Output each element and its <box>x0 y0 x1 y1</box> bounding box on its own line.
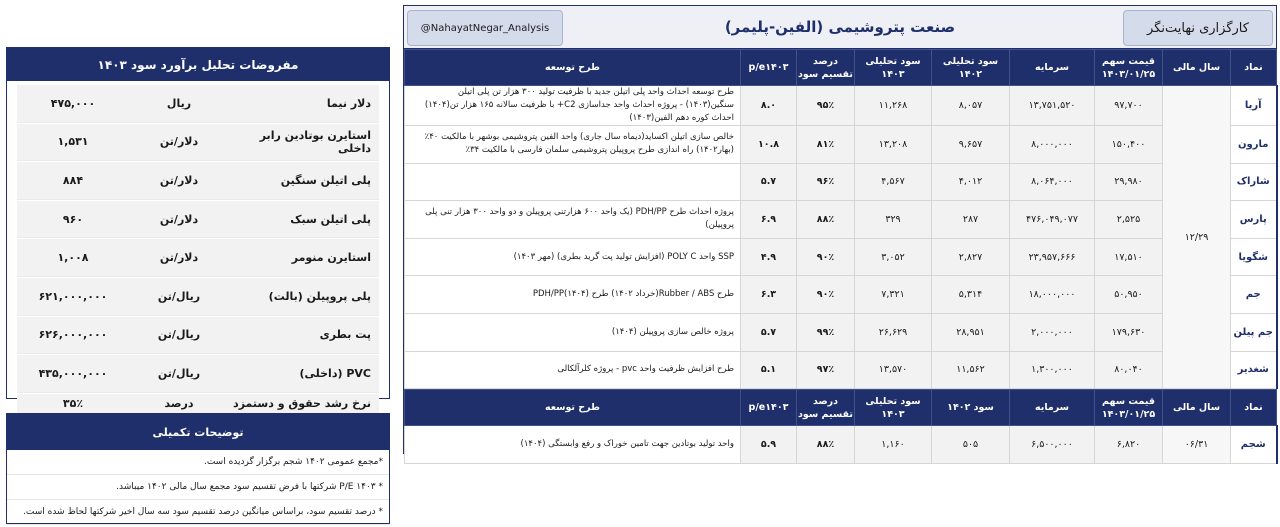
cell-eps1403: ۱۳,۲۰۸ <box>855 126 932 164</box>
cell-price: ۹۷,۷۰۰ <box>1095 86 1163 126</box>
cell-eps1402: ۲۸,۹۵۱ <box>932 313 1010 351</box>
cell-plan: پروژه خالص سازی پروپیلن (۱۴۰۴) <box>405 313 741 351</box>
assumption-value: ۴۳۵,۰۰۰,۰۰۰ <box>38 366 108 380</box>
cell-payout: ۹۹٪ <box>797 313 855 351</box>
assumption-label: استایرن منومر <box>291 251 371 265</box>
cell-pe: ۸.۰ <box>741 86 797 126</box>
col-price: قیمت سهم ۱۴۰۳/۰۱/۲۵ <box>1095 390 1163 426</box>
col-capital: سرمایه <box>1010 50 1095 86</box>
assumption-label: پلی اتیلن سبک <box>290 212 371 226</box>
assumptions-panel <box>6 47 390 410</box>
note-line: * P/E ۱۴۰۳ شرکتها با فرض تقسیم سود مجمع سال مالی ۱۴۰۲ میباشد. <box>7 475 389 500</box>
cell-symbol: پارس <box>1231 201 1277 239</box>
cell-pe: ۵.۹ <box>741 426 797 464</box>
cell-payout: ۹۰٪ <box>797 276 855 314</box>
assumption-unit: دلار/تن <box>159 173 199 187</box>
cell-symbol: شگویا <box>1231 238 1277 276</box>
assumption-label: پلی اتیلن سنگین <box>280 173 371 187</box>
cell-symbol: جم <box>1231 276 1277 314</box>
cell-symbol: جم پیلن <box>1231 313 1277 351</box>
cell-eps1402: ۱۱,۵۶۲ <box>932 351 1010 389</box>
col-pe: p/e۱۴۰۳ <box>741 390 797 426</box>
cell-pe: ۵.۱ <box>741 351 797 389</box>
assumption-value: ۱,۰۰۸ <box>57 251 89 265</box>
cell-capital: ۲,۰۰۰,۰۰۰ <box>1010 313 1095 351</box>
cell-symbol: مارون <box>1231 126 1277 164</box>
assumption-label: دلار نیما <box>326 96 371 110</box>
cell-symbol: شاراک <box>1231 163 1277 201</box>
table-row <box>405 163 1277 201</box>
table-row <box>405 351 1277 389</box>
cell-eps1402: ۵۰۵ <box>932 426 1010 464</box>
col-pe: p/e۱۴۰۳ <box>741 50 797 86</box>
cell-payout: ۹۷٪ <box>797 351 855 389</box>
col-plan: طرح توسعه <box>405 50 741 86</box>
cell-capital: ۸,۰۶۴,۰۰۰ <box>1010 163 1095 201</box>
assumption-row <box>17 317 379 355</box>
cell-fiscal: ۰۶/۳۱ <box>1163 426 1231 464</box>
cell-plan: SSP واحد POLY C (افزایش تولید پت گرید بطری) (مهر ۱۴۰۳) <box>405 238 741 276</box>
assumption-value: ۴۷۵,۰۰۰ <box>50 96 96 110</box>
table-row <box>405 276 1277 314</box>
col-plan: طرح توسعه <box>405 390 741 426</box>
cell-plan: طرح Rubber / ABS(خرداد ۱۴۰۲) طرح PDH/PP(۱۴۰۴) <box>405 276 741 314</box>
cell-pe: ۱۰.۸ <box>741 126 797 164</box>
assumption-label: نرخ رشد حقوق و دستمزد <box>233 396 371 410</box>
assumption-unit: ریال/تن <box>157 366 201 380</box>
note-line: *مجمع عمومی ۱۴۰۲ شجم برگزار گردیده است. <box>7 450 389 475</box>
cell-pe: ۶.۳ <box>741 276 797 314</box>
cell-price: ۱۵۰,۴۰۰ <box>1095 126 1163 164</box>
cell-plan: پروژه احداث طرح PDH/PP (یک واحد ۶۰۰ هزارتنی پروپیلن و دو واحد ۳۰۰ هزار تنی پلی پروپیلن) <box>405 201 741 239</box>
cell-eps1402: ۲۸۷ <box>932 201 1010 239</box>
assumption-unit: دلار/تن <box>159 251 199 265</box>
cell-payout: ۸۸٪ <box>797 426 855 464</box>
assumption-label: پت بطری <box>319 328 371 342</box>
cell-eps1403: ۴,۵۶۷ <box>855 163 932 201</box>
col-fiscal: سال مالی <box>1163 390 1231 426</box>
cell-price: ۱۷,۵۱۰ <box>1095 238 1163 276</box>
cell-eps1403: ۱۳,۵۷۰ <box>855 351 932 389</box>
assumption-label: استایرن بوتادین رابر داخلی <box>259 128 371 155</box>
cell-payout: ۸۸٪ <box>797 201 855 239</box>
assumption-value: ۶۲۱,۰۰۰,۰۰۰ <box>38 289 108 303</box>
col-eps1402: سود تحلیلی ۱۴۰۲ <box>932 50 1010 86</box>
cell-eps1403: ۲۶,۶۲۹ <box>855 313 932 351</box>
col-eps1403: سود تحلیلی ۱۴۰۳ <box>855 390 932 426</box>
cell-eps1402: ۸,۰۵۷ <box>932 86 1010 126</box>
cell-price: ۲,۵۲۵ <box>1095 201 1163 239</box>
cell-price: ۱۷۹,۶۳۰ <box>1095 313 1163 351</box>
table-row <box>405 238 1277 276</box>
cell-capital: ۲۳,۹۵۷,۶۶۶ <box>1010 238 1095 276</box>
industry-table-panel <box>403 5 1277 454</box>
channel-handle: @NahayatNegar_Analysis <box>407 10 563 46</box>
assumptions-title: مفروضات تحلیل برآورد سود ۱۴۰۳ <box>7 48 389 81</box>
cell-plan: طرح توسعه احداث واحد پلی اتیلن جدید با ظرفیت تولید ۳۰۰ هزار تن پلی اتیلن سنگین(۱۴۰۳) - پروژه احداث واحد جداسازی C2+ با ظرفیت سالانه ۱۶۵ هزار تن(۱۴۰۴) احداث کوره دهم الفین(۱۴۰۳) <box>405 86 741 126</box>
cell-symbol: شجم <box>1231 426 1277 464</box>
cell-fiscal: ۱۲/۲۹ <box>1163 86 1231 389</box>
cell-payout: ۹۵٪ <box>797 86 855 126</box>
cell-price: ۶,۸۲۰ <box>1095 426 1163 464</box>
cell-price: ۸۰,۰۴۰ <box>1095 351 1163 389</box>
assumption-row <box>17 162 379 200</box>
cell-symbol: آریا <box>1231 86 1277 126</box>
assumption-label: PVC (داخلی) <box>299 366 371 380</box>
table-header-row <box>405 50 1277 86</box>
assumptions-list <box>7 81 389 414</box>
col-eps1403: سود تحلیلی ۱۴۰۳ <box>855 50 932 86</box>
notes-panel <box>6 413 390 524</box>
assumption-value: ۹۶۰ <box>62 212 84 226</box>
assumption-value: ۶۲۶,۰۰۰,۰۰۰ <box>38 328 108 342</box>
cell-symbol: شغدیر <box>1231 351 1277 389</box>
cell-payout: ۹۶٪ <box>797 163 855 201</box>
stocks-table <box>404 49 1278 389</box>
cell-plan <box>405 163 741 201</box>
assumption-row <box>17 124 379 162</box>
assumption-label: پلی پروپیلن (بالت) <box>268 289 371 303</box>
title-bar <box>404 6 1276 49</box>
col-payout: درصد تقسیم سود <box>797 390 855 426</box>
table-row <box>405 126 1277 164</box>
cell-plan: طرح افزایش ظرفیت واحد pvc - پروژه کلرآلکالی <box>405 351 741 389</box>
stocks-table-second <box>404 389 1278 464</box>
cell-pe: ۶.۹ <box>741 201 797 239</box>
table-row <box>405 86 1277 126</box>
assumption-row <box>17 355 379 393</box>
cell-eps1402: ۵,۳۱۴ <box>932 276 1010 314</box>
assumption-row <box>17 278 379 316</box>
col-symbol: نماد <box>1231 390 1277 426</box>
cell-capital: ۱۳,۷۵۱,۵۲۰ <box>1010 86 1095 126</box>
page-title: صنعت پتروشیمی (الفین-پلیمر) <box>724 18 956 36</box>
cell-price: ۲۹,۹۸۰ <box>1095 163 1163 201</box>
cell-eps1402: ۹,۶۵۷ <box>932 126 1010 164</box>
cell-pe: ۵.۷ <box>741 313 797 351</box>
cell-pe: ۵.۷ <box>741 163 797 201</box>
assumption-unit: ریال/تن <box>157 328 201 342</box>
assumption-unit: ریال <box>166 96 192 110</box>
cell-eps1403: ۱۱,۲۶۸ <box>855 86 932 126</box>
assumption-value: ۳۵٪ <box>62 396 84 410</box>
note-line: * درصد تقسیم سود، براساس میانگین درصد تقسیم سود سه سال اخیر شرکتها لحاظ شده است. <box>7 500 389 525</box>
assumption-unit: دلار/تن <box>159 212 199 226</box>
assumption-unit: دلار/تن <box>159 135 199 149</box>
assumption-row <box>17 201 379 239</box>
cell-plan: واحد تولید بوتادین جهت تامین خوراک و رفع وابستگی (۱۴۰۴) <box>405 426 741 464</box>
cell-capital: ۸,۰۰۰,۰۰۰ <box>1010 126 1095 164</box>
cell-price: ۵۰,۹۵۰ <box>1095 276 1163 314</box>
cell-eps1403: ۳,۰۵۲ <box>855 238 932 276</box>
cell-eps1402: ۲,۸۲۷ <box>932 238 1010 276</box>
table-header-row <box>405 390 1277 426</box>
col-price: قیمت سهم ۱۴۰۳/۰۱/۲۵ <box>1095 50 1163 86</box>
assumption-value: ۸۸۴ <box>62 173 84 187</box>
assumption-row <box>17 85 379 123</box>
cell-eps1402: ۴,۰۱۲ <box>932 163 1010 201</box>
assumption-row <box>17 394 379 414</box>
cell-capital: ۶,۵۰۰,۰۰۰ <box>1010 426 1095 464</box>
assumption-row <box>17 239 379 277</box>
table-row <box>405 426 1277 464</box>
cell-capital: ۱,۳۰۰,۰۰۰ <box>1010 351 1095 389</box>
table-row <box>405 201 1277 239</box>
col-capital: سرمایه <box>1010 390 1095 426</box>
table-row <box>405 313 1277 351</box>
assumption-value: ۱,۵۳۱ <box>57 135 89 149</box>
cell-plan: خالص سازی اتیلن اکساید(دیماه سال جاری) واحد الفین پتروشیمی بوشهر با مالکیت ۴۰٪ (بهار۱۴۰۲) راه اندازی طرح پروپیلن پتروشیمی سلمان فارسی با مالکیت ۳۴٪ <box>405 126 741 164</box>
cell-capital: ۱۸,۰۰۰,۰۰۰ <box>1010 276 1095 314</box>
cell-eps1403: ۱,۱۶۰ <box>855 426 932 464</box>
col-eps1402: سود ۱۴۰۲ <box>932 390 1010 426</box>
assumption-unit: درصد <box>164 396 194 410</box>
cell-eps1403: ۳۲۹ <box>855 201 932 239</box>
notes-title: توضیحات تکمیلی <box>7 414 389 450</box>
col-symbol: نماد <box>1231 50 1277 86</box>
cell-payout: ۹۰٪ <box>797 238 855 276</box>
cell-capital: ۴۷۶,۰۴۹,۰۷۷ <box>1010 201 1095 239</box>
assumption-unit: ریال/تن <box>157 289 201 303</box>
cell-payout: ۸۱٪ <box>797 126 855 164</box>
col-payout: درصد تقسیم سود <box>797 50 855 86</box>
cell-pe: ۴.۹ <box>741 238 797 276</box>
col-fiscal: سال مالی <box>1163 50 1231 86</box>
brokerage-logo: کارگزاری نهایت‌نگر <box>1123 10 1273 46</box>
cell-eps1403: ۷,۳۲۱ <box>855 276 932 314</box>
